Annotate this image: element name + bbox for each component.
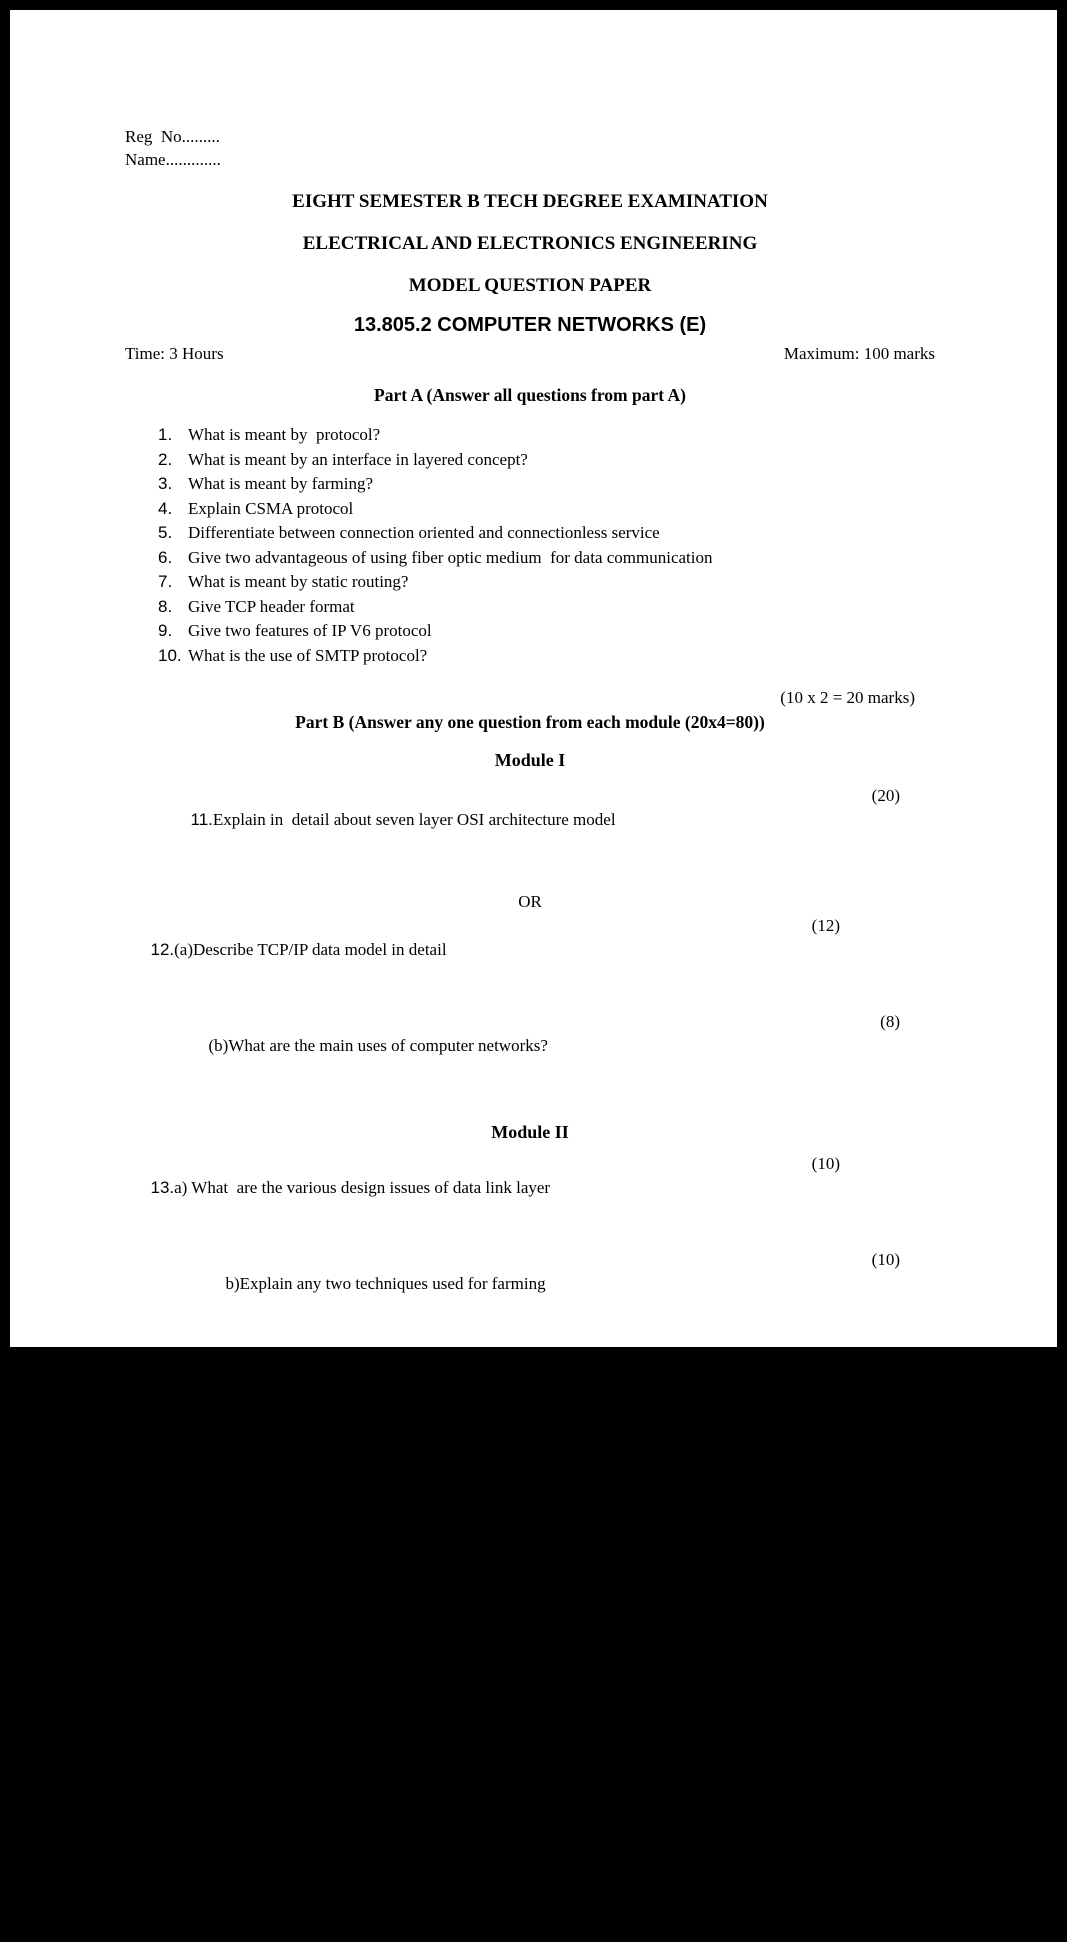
question-number: 3. [158, 474, 173, 493]
question-line [125, 1248, 935, 1344]
question-text: (b) Explain shortest path routing algorithm with the help of an example [213, 1752, 699, 1771]
page-content [10, 10, 1057, 1942]
course-title: 13.805.2 COMPUTER NETWORKS (E) [353, 314, 707, 336]
marks-value: (12) [811, 916, 840, 935]
question-text: (a)Compare virtual circuit and datagram subnets [214, 1644, 544, 1663]
question-text: Give two features of IP V6 protocol [188, 621, 432, 640]
maximum-marks-label: Maximum: 100 marks [783, 344, 935, 363]
question-line [125, 1846, 935, 1942]
question-text: (a)Describe TCP/IP data model in detail [174, 940, 447, 959]
question-line [125, 914, 935, 1010]
question-number: 10. [158, 645, 182, 665]
question-number: 15. [190, 1644, 215, 1663]
question-line [125, 1152, 935, 1248]
question-text: b) Explain main features of IEEE 802.3 protocol [213, 1502, 544, 1521]
question-line [125, 1368, 935, 1464]
question-item [158, 570, 935, 595]
paper-type-title: MODEL QUESTION PAPER [408, 275, 652, 296]
question-line [125, 784, 935, 880]
question-item [158, 448, 935, 473]
marks-value: (10) [811, 1154, 840, 1173]
reg-no-line: Reg No......... [125, 127, 220, 146]
question-number: 13. [150, 1178, 175, 1197]
question-number: 14. [190, 1394, 215, 1413]
module-title: Module III [487, 1588, 573, 1608]
module-title: Module I [494, 750, 566, 770]
question-number: 12. [150, 940, 175, 959]
part-a-question-list [158, 423, 935, 668]
question-number: 5. [158, 523, 173, 542]
question-number: 4. [158, 498, 173, 518]
time-label: Time: 3 Hours [125, 344, 224, 363]
question-text: What is the use of SMTP protocol? [188, 645, 428, 665]
question-item [158, 423, 935, 448]
part-b-title: Part B (Answer any one question from each module (20x4=80)) [295, 712, 765, 732]
question-text: b)Explain any two techniques used for farming [225, 1274, 546, 1293]
question-text: Explain CSMA protocol [188, 498, 354, 518]
meta-row [125, 342, 935, 365]
exam-title: EIGHT SEMESTER B TECH DEGREE EXAMINATION [292, 191, 768, 212]
question-paper-page [10, 10, 1057, 1891]
part-a-title: Part A (Answer all questions from part A) [374, 385, 686, 405]
question-text: Explain in detail about seven layer OSI architecture model [212, 810, 616, 829]
question-item [158, 497, 935, 522]
question-number: 7. [158, 572, 173, 591]
or-separator: OR [518, 892, 542, 911]
branch-title: ELECTRICAL AND ELECTRONICS ENGINEERING [302, 233, 758, 254]
question-item [158, 644, 935, 669]
question-item [158, 595, 935, 620]
question-text: What is meant by protocol? [188, 425, 381, 444]
question-text: What is meant by farming? [188, 474, 374, 493]
question-text: a) What are the various design issues of data link layer [174, 1178, 551, 1197]
marks-value: (20) [871, 1848, 900, 1867]
marks-value: (8) [880, 1012, 900, 1031]
question-number: 11. [190, 810, 213, 829]
question-number: 16. [190, 1872, 215, 1891]
marks-value: (12) [871, 1478, 900, 1497]
module-title: Module II [491, 1122, 569, 1142]
marks-value: (10) [871, 1620, 900, 1639]
question-line [125, 1476, 935, 1572]
question-number: 9. [158, 621, 173, 640]
question-item [158, 546, 935, 571]
question-number: 8. [158, 596, 173, 616]
marks-value: (8) [880, 1370, 900, 1389]
question-text: Explain any two conjunction control algorithms [214, 1872, 540, 1891]
question-number: 6. [158, 547, 173, 567]
question-text: Differentiate between connection oriented and connectionless service [188, 523, 660, 542]
or-separator: OR [517, 1346, 543, 1365]
question-line [125, 1726, 935, 1822]
marks-value: (20) [871, 786, 900, 805]
question-text: What is meant by an interface in layered concept? [188, 449, 528, 469]
question-text: Give TCP header format [188, 596, 355, 616]
question-text: Give two advantageous of using fiber optic medium for data communication [188, 547, 713, 567]
question-item [158, 521, 935, 546]
question-line [125, 1010, 935, 1106]
question-text: What is meant by static routing? [188, 572, 409, 591]
question-line [125, 1618, 935, 1714]
question-item [158, 472, 935, 497]
question-text: a) Compare various data link layer flow control protocols [214, 1394, 606, 1413]
name-line: Name............. [125, 150, 221, 169]
part-a-marks-note: (10 x 2 = 20 marks) [780, 688, 915, 707]
question-number: 2. [158, 449, 173, 469]
question-number: 1. [158, 425, 173, 444]
question-item [158, 619, 935, 644]
marks-value: (10) [871, 1728, 900, 1747]
marks-value: (10) [871, 1250, 900, 1269]
question-text: (b)What are the main uses of computer networks? [208, 1036, 548, 1055]
or-separator: OR [517, 1824, 543, 1843]
